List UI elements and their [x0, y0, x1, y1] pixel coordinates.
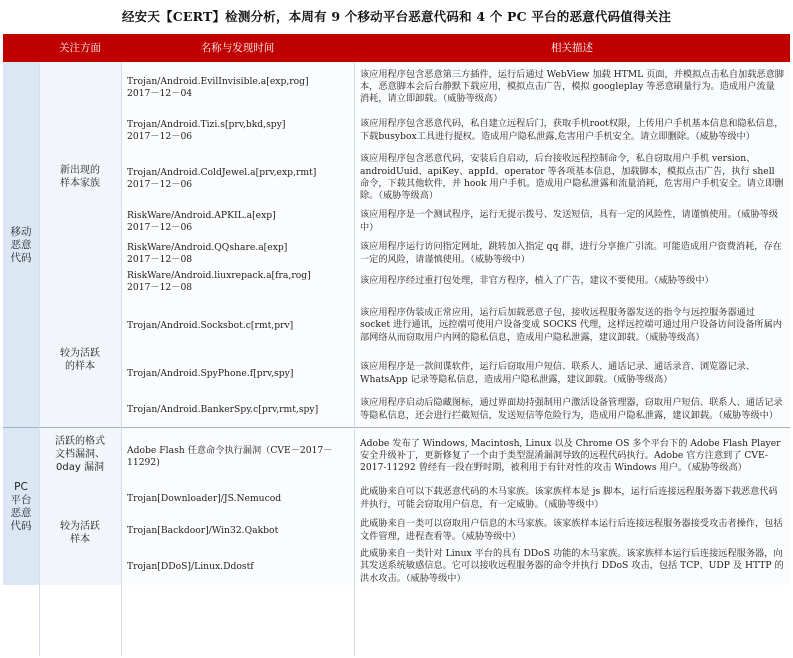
sample-name: RiskWare/Android.QQshare.a[exp]	[127, 242, 288, 253]
sample-name: Trojan[Downloader]/JS.Nemucod	[127, 493, 282, 504]
header-col-category	[3, 34, 39, 62]
sample-name-cell	[121, 109, 354, 149]
table-body	[3, 62, 790, 656]
description-cell	[354, 481, 790, 513]
header-col-aspect: 关注方面	[59, 42, 101, 54]
description-cell	[354, 268, 790, 292]
description-text: 该应用程序是一个测试程序，运行无提示拨号、发送短信，具有一定的风险性，请谨慎使用。（威胁等级中）	[360, 209, 779, 233]
sample-name: Trojan[Backdoor]/Win32.Qakbot	[127, 525, 279, 536]
discovery-date: 2017－12－06	[127, 178, 193, 190]
sample-name-cell	[121, 236, 354, 268]
description-text: Adobe 发布了 Windows, Macintosh, Linux 以及 Chrome OS 多个平台下的 Adobe Flash Player 安全升级补丁，更新修复了一个由于类型混淆漏洞导致的远程代码执行。Adobe 官方注意到了 CVE-2017-11292 曾经有一段在野时期，被利用于有针对性的攻击 Windows 用户。（威胁等级高）	[360, 437, 781, 474]
description-text: 该应用程序伪装成正常应用，运行后加载恶意子包，接收远程服务器发送的指令与远控服务器通过 socket 进行通讯，远控端可使用户设备变成 SOCKS 代理，这样远控端可通过用户设备访问设备所属内部网络从而窃取用户内网的隐私信息，造成用户隐私泄露，建议卸载。（威胁等级高）	[360, 307, 782, 343]
table-header	[3, 34, 790, 62]
group-label: 新出现的 样本家族	[60, 165, 100, 189]
sample-name: Trojan/Android.Socksbot.c[rmt,prv]	[127, 320, 294, 331]
description-text: 该应用程序包含恶意代码，安装后自启动，后台接收远程控制命令，私自窃取用户手机 version、androidUuid、apiKey、appId、operator 等各项基本信息，加载脚本，模拟点击广告，执行 shell 命令，下载其他软件，并 hook 用户手机。造成用户隐私泄露和流量消耗，危害用户手机安全。请立即删除。（威胁等级高）	[360, 153, 784, 202]
discovery-date: 2017－12－06	[127, 222, 193, 233]
sample-name-cell	[121, 292, 354, 356]
discovery-date: 2017－12－04	[127, 87, 193, 99]
description-text: 此威胁来自可以下载恶意代码的木马家族。该家族样本是 js 脚本，运行后连接远程服务器下载恶意代码并执行，可能会窃取用户信息，有一定威胁。（威胁等级中）	[360, 486, 778, 510]
sample-name-cell	[121, 62, 354, 109]
group-label: 活跃的格式 文档漏洞、 0day 漏洞	[55, 436, 105, 473]
header-col-name-date: 名称与发现时间	[200, 42, 275, 54]
page-title: 经安天【CERT】检测分析，本周有 9 个移动平台恶意代码和 4 个 PC 平台的恶意代码值得关注	[121, 9, 672, 24]
description-cell	[354, 388, 790, 428]
section-category-cell	[3, 428, 39, 585]
description-cell	[354, 109, 790, 149]
description-text: 该应用程序包含恶意第三方插件，运行后通过 WebView 加载 HTML 页面，并模拟点击私自加载恶意脚本，恶意脚本会后台静默下载应用，模拟点击广告，模拟 googleplay 等恶意刷量行为。造成用户流量消耗，请立即卸载。（威胁等级高）	[360, 68, 784, 105]
section-category-label: 移动 恶意 代码	[10, 225, 32, 264]
threat-table	[3, 34, 790, 656]
sample-name-cell	[121, 545, 354, 585]
description-text: 此威胁来自一类可以窃取用户信息的木马家族。该家族样本运行后连接远程服务器接受攻击者操作，包括文件管理，进程查看等。（威胁等级中）	[360, 518, 783, 542]
description-text: 该应用程序启动后隐藏图标，通过界面劫持强制用户激活设备管理器，窃取用户短信、联系人、通话记录等隐私信息，还会进行拦截短信，发送短信等危险行为，造成用户隐私泄露，建议卸载。（威胁等级中）	[360, 397, 783, 421]
description-cell	[354, 428, 790, 481]
sample-name-cell	[121, 388, 354, 428]
sample-name: Trojan/Android.ColdJewel.a[prv,exp,rmt]	[127, 166, 317, 178]
sample-name-cell	[121, 204, 354, 236]
description-cell	[354, 545, 790, 585]
description-cell	[354, 149, 790, 204]
column-divider	[354, 62, 355, 656]
sample-name: Trojan/Android.EvilInvisible.a[exp,rog]	[127, 75, 309, 87]
description-cell	[354, 62, 790, 109]
section-category-label: PC 平台 恶意 代码	[10, 480, 32, 532]
description-text: 该应用程序运行访问指定网址，跳转加入指定 qq 群，进行分享推广引流。可能造成用户资费消耗，存在一定的风险，请谨慎使用。（威胁等级中）	[360, 241, 782, 265]
sample-name: RiskWare/Android.liuxrepack.a[fra,rog]	[127, 270, 311, 281]
sample-name-cell	[121, 268, 354, 292]
sample-name-cell	[121, 356, 354, 388]
sample-name: Trojan/Android.BankerSpy.c[prv,rmt,spy]	[127, 404, 319, 415]
group-label-cell	[39, 481, 121, 585]
sample-name: Trojan/Android.SpyPhone.f[prv,spy]	[127, 368, 294, 379]
group-label-cell	[39, 428, 121, 481]
description-cell	[354, 356, 790, 388]
sample-name: Trojan/Android.Tizi.s[prv,bkd,spy]	[127, 119, 286, 130]
sample-name-cell	[121, 428, 354, 481]
description-cell	[354, 236, 790, 268]
description-text: 此威胁来自一类针对 Linux 平台的具有 DDoS 功能的木马家族。该家族样本运行后连接远程服务器，向其发送系统敏感信息。它可以接收远程服务器的命令并执行 DDoS 攻击，包括 TCP、UDP 及 HTTP 的洪水攻击。（威胁等级中）	[360, 548, 784, 584]
description-text: 该应用程序包含恶意代码，私自建立远程后门，获取手机root权限，上传用户手机基本信息和隐私信息，下载busybox工具进行提权。造成用户隐私泄露,危害用户手机安全。请立即删除。（威胁等级中）	[360, 118, 784, 142]
description-text: 该应用程序经过重打包处理，非官方程序，植入了广告，建议不要使用。（威胁等级中）	[360, 275, 714, 287]
header-col-description: 相关描述	[551, 42, 593, 54]
section-category-cell	[3, 62, 39, 428]
column-divider	[121, 62, 122, 656]
sample-name: RiskWare/Android.APKIL.a[exp]	[127, 210, 276, 221]
column-divider	[39, 62, 40, 656]
discovery-date: 2017－12－06	[127, 131, 193, 142]
group-label-cell	[39, 62, 121, 292]
sample-name-cell	[121, 481, 354, 513]
description-text: 该应用程序是一款间谍软件，运行后窃取用户短信、联系人、通话记录、通话录音、浏览器记录、WhatsApp 记录等隐私信息，造成用户隐私泄露，建议卸载。（威胁等级高）	[360, 361, 756, 385]
group-label-cell	[39, 292, 121, 428]
description-cell	[354, 204, 790, 236]
sample-name: Adobe Flash 任意命令执行漏洞（CVE－2017－11292)	[127, 444, 333, 468]
group-label: 较为活跃 的样本	[60, 348, 100, 372]
sample-name-cell	[121, 149, 354, 204]
discovery-date: 2017－12－08	[127, 282, 193, 292]
description-cell	[354, 292, 790, 356]
discovery-date: 2017－12－08	[127, 254, 193, 265]
description-cell	[354, 513, 790, 545]
group-label: 较为活跃 样本	[60, 521, 100, 545]
sample-name: Trojan[DDoS]/Linux.Ddostf	[127, 561, 254, 572]
sample-name-cell	[121, 513, 354, 545]
